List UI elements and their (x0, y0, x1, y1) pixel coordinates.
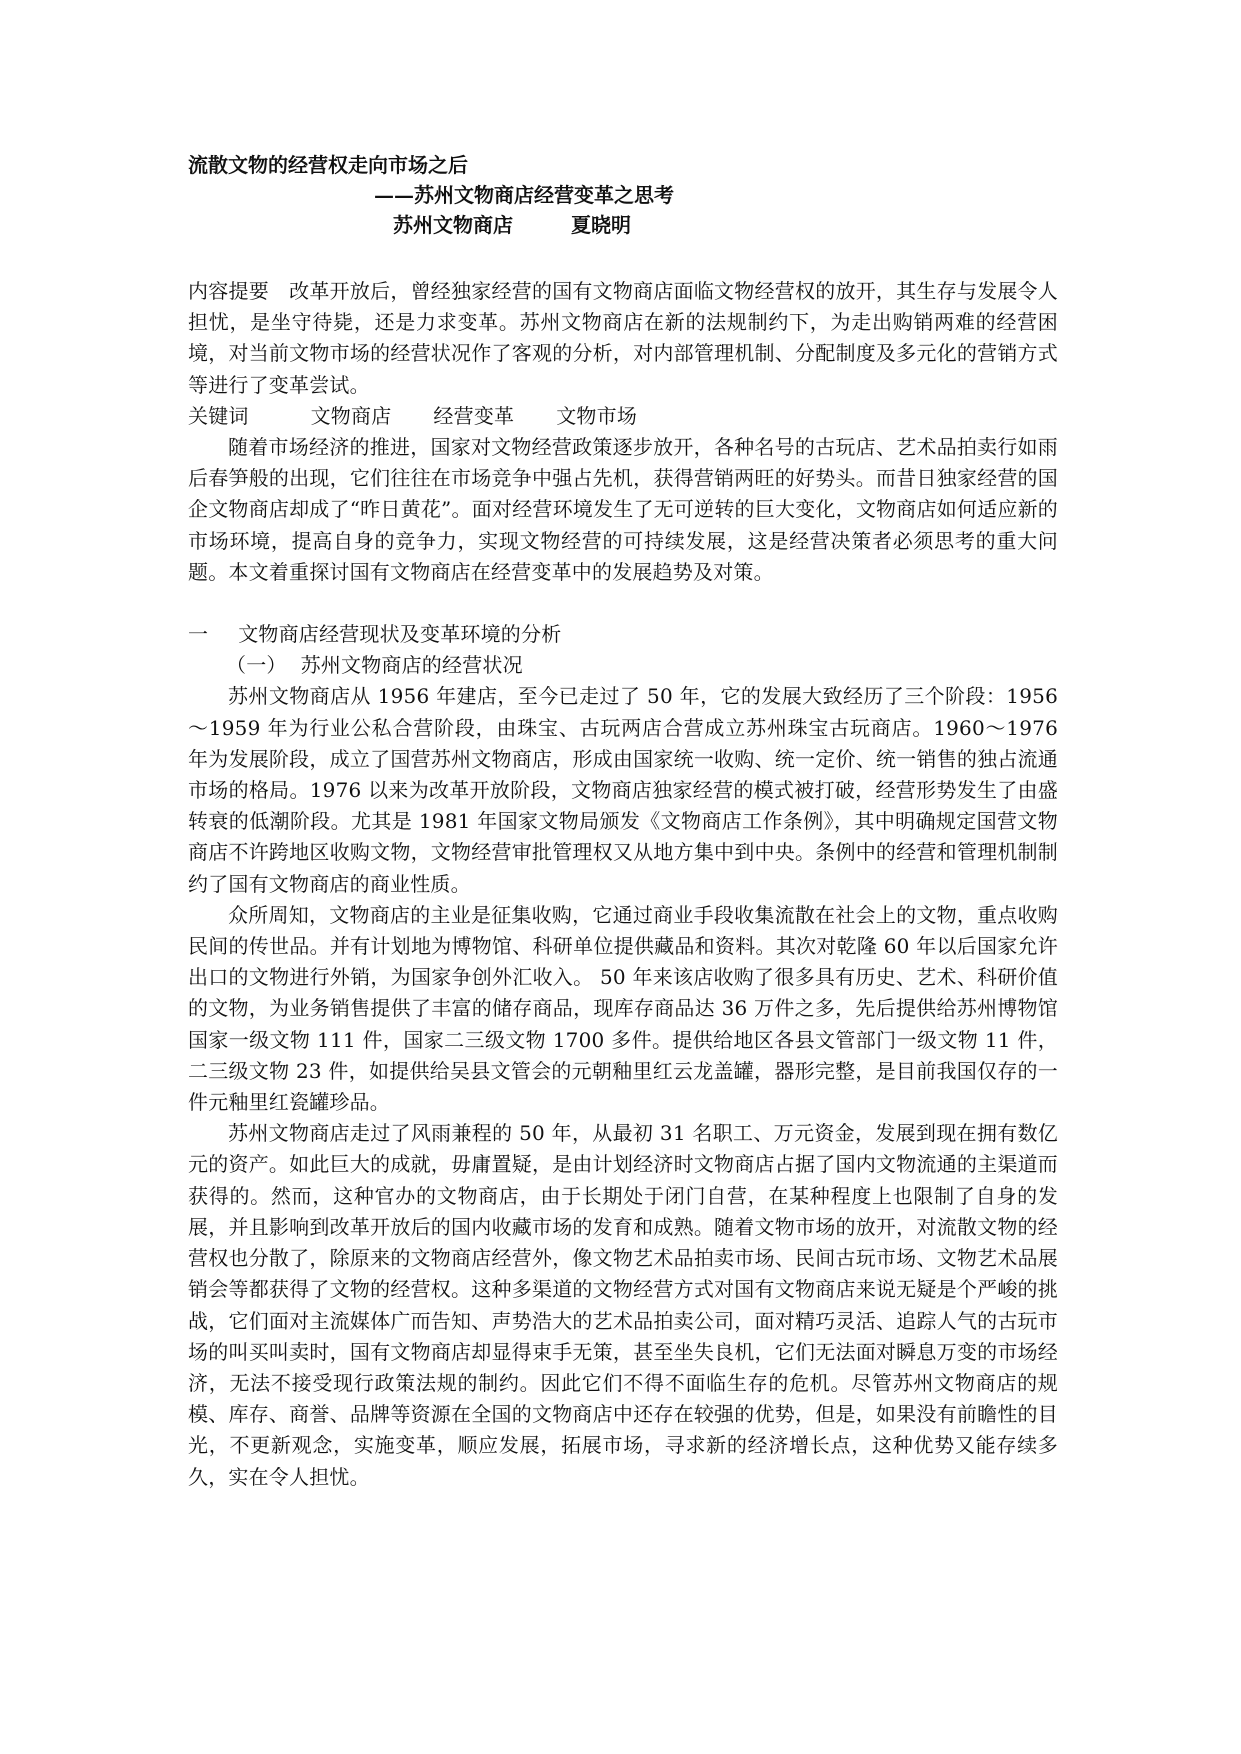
intro-paragraph: 随着市场经济的推进，国家对文物经营政策逐步放开，各种名号的古玩店、艺术品拍卖行如雨后春笋般的出现，它们往往在市场竞争中强占先机，获得营销两旺的好势头。而昔日独家经营的国企文物商店却成了“昨日黄花”。面对经营环境发生了无可逆转的巨大变化，文物商店如何适应新的市场环境，提高自身的竞争力，实现文物经营的可持续发展，这是经营决策者必须思考的重大问题。本文着重探讨国有文物商店在经营变革中的发展趋势及对策。 (188, 435, 1058, 584)
body-paragraph: 众所周知，文物商店的主业是征集收购，它通过商业手段收集流散在社会上的文物，重点收购民间的传世品。并有计划地为博物馆、科研单位提供藏品和资料。其次对乾隆 60 年以后国家允许出口的文物进行外销，为国家争创外汇收入。 50 年来该店收购了很多具有历史、艺术、科研价值的文物，为业务销售提供了丰富的储存商品，现库存商品达 36 万件之多，先后提供给苏州博物馆国家一级文物 111 件，国家二三级文物 1700 多件。提供给地区各县文管部门一级文物 11 件，二三级文物 23 件，如提供给吴县文管会的元朝釉里红云龙盖罐，器形完整，是目前我国仅存的一件元釉里红瓷罐珍品。 (188, 902, 1058, 1115)
spacer (188, 240, 1058, 276)
subsection-title: 苏州文物商店的经营状况 (300, 653, 523, 678)
section-heading (188, 619, 1058, 650)
keyword-item: 经营变革 (433, 403, 515, 428)
body-paragraph: 苏州文物商店走过了风雨兼程的 50 年，从最初 31 名职工、万元资金，发展到现在拥有数亿元的资产。如此巨大的成就，毋庸置疑，是由计划经济时文物商店占据了国内文物流通的主渠道而获得的。然而，这种官办的文物商店，由于长期处于闭门自营，在某种程度上也限制了自身的发展，并且影响到改革开放后的国内收藏市场的发育和成熟。随着文物市场的放开，对流散文物的经营权也分散了，除原来的文物商店经营外，像文物艺术品拍卖市场、民间古玩市场、文物艺术品展销会等都获得了文物的经营权。这种多渠道的文物经营方式对国有文物商店来说无疑是个严峻的挑战，它们面对主流媒体广而告知、声势浩大的艺术品拍卖公司，面对精巧灵活、追踪人气的古玩市场的叫买叫卖时，国有文物商店却显得束手无策，甚至坐失良机，它们无法面对瞬息万变的市场经济，无法不接受现行政策法规的制约。因此它们不得不面临生存的危机。尽管苏州文物商店的规模、库存、商誉、品牌等资源在全国的文物商店中还存在较强的优势，但是，如果没有前瞻性的目光，不更新观念，实施变革，顺应发展，拓展市场，寻求新的经济增长点，这种优势又能存续多久，实在令人担忧。 (188, 1121, 1058, 1489)
keyword-item: 文物商店 (310, 403, 392, 428)
abstract (188, 276, 1058, 401)
keywords-label: 关键词 (188, 403, 249, 428)
section-title: 文物商店经营现状及变革环境的分析 (238, 622, 562, 647)
keywords (188, 401, 1058, 432)
document-page (188, 150, 1058, 1493)
author-name: 夏晓明 (571, 213, 631, 237)
subsection-number: （一） (226, 653, 287, 678)
subsection-heading (188, 650, 1058, 681)
keyword-item: 文物市场 (556, 403, 638, 428)
abstract-label: 内容提要 (188, 279, 269, 303)
section-number: 一 (188, 622, 209, 647)
body-paragraph: 苏州文物商店从 1956 年建店，至今已走过了 50 年，它的发展大致经历了三个阶段：1956～1959 年为行业公私合营阶段，由珠宝、古玩两店合营成立苏州珠宝古玩商店。1960～1976 年为发展阶段，成立了国营苏州文物商店，形成由国家统一收购、统一定价、统一销售的独占流通市场的格局。1976 以来为改革开放阶段，文物商店独家经营的模式被打破，经营形势发生了由盛转衰的低潮阶段。尤其是 1981 年国家文物局颁发《文物商店工作条例》，其中明确规定国营文物商店不许跨地区收购文物，文物经营审批管理权又从地方集中到中央。条例中的经营和管理机制制约了国有文物商店的商业性质。 (188, 684, 1058, 896)
byline (188, 210, 1058, 240)
abstract-text: 改革开放后，曾经独家经营的国有文物商店面临文物经营权的放开，其生存与发展令人担忧，是坐守待毙，还是力求变革。苏州文物商店在新的法规制约下，为走出购销两难的经营困境，对当前文物市场的经营状况作了客观的分析，对内部管理机制、分配制度及多元化的营销方式等进行了变革尝试。 (188, 279, 1058, 397)
author-organization: 苏州文物商店 (393, 213, 513, 237)
document-title: 流散文物的经营权走向市场之后 (188, 153, 468, 177)
document-subtitle: ——苏州文物商店经营变革之思考 (374, 183, 674, 207)
